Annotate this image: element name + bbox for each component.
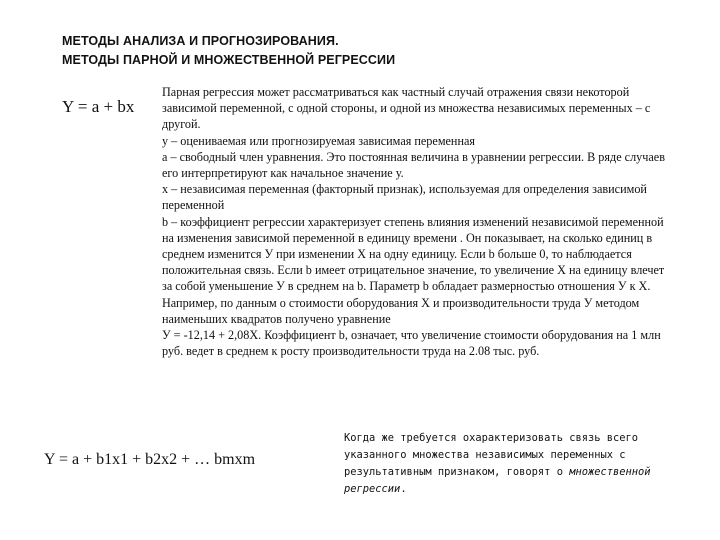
y-definition: у – оцениваемая или прогнозируемая зависимая переменная xyxy=(162,133,475,148)
multiple-regression-note xyxy=(344,430,664,498)
page-title xyxy=(62,32,395,70)
pair-regression-description xyxy=(162,84,670,359)
note-emphasis: множественной регрессии xyxy=(344,466,651,495)
a-definition: а – свободный член уравнения. Это постоянная величина в уравнении регрессии. В ряде случаев его интерпретируют как начальное значение у. xyxy=(162,149,665,181)
x-definition: х – независимая переменная (факторный признак), используемая для определения зависимой переменной xyxy=(162,182,647,213)
title-line-1: МЕТОДЫ АНАЛИЗА И ПРОГНОЗИРОВАНИЯ. xyxy=(62,34,339,48)
multiple-regression-formula: Y = a + b1x1 + b2x2 + … bmxm xyxy=(44,451,256,468)
simple-regression-formula: Y = a + bx xyxy=(62,97,135,116)
example-equation: У = -12,14 + 2,08Х. Коэффициент b, означает, что увеличение стоимости оборудования на 1 млн руб. ведет в среднем к росту производительности труда на 2.08 тыс. руб. xyxy=(162,328,661,359)
b-definition: b – коэффициент регрессии характеризует степень влияния изменений независимой переменной на изменения зависимой переменной в единицу времени . Он показывает, на сколько единиц в среднем изменится У при изменении Х на одну единицу. Если b больше 0, то наблюдается положительная связь. Если b имеет отрицательное значение, то увеличение Х на единицу влечет за собой уменьшение У в среднем на b. Параметр b обладает размерностью отношения У к Х. Например, по данным о стоимости оборудования Х и производительности труда У методом наименьших квадратов получено уравнение xyxy=(162,214,665,326)
note-period: . xyxy=(400,483,407,495)
intro-text: Парная регрессия может рассматриваться как частный случай отражения связи некоторой зависимой переменной, с одной стороны, и одной из множества независимых переменных – с другой. xyxy=(162,85,651,132)
note-text: Когда же требуется охарактеризовать связь всего указанного множества независимых переменных с результативным признаком, говорят о xyxy=(344,432,639,478)
title-line-2: МЕТОДЫ ПАРНОЙ И МНОЖЕСТВЕННОЙ РЕГРЕССИИ xyxy=(62,53,396,67)
